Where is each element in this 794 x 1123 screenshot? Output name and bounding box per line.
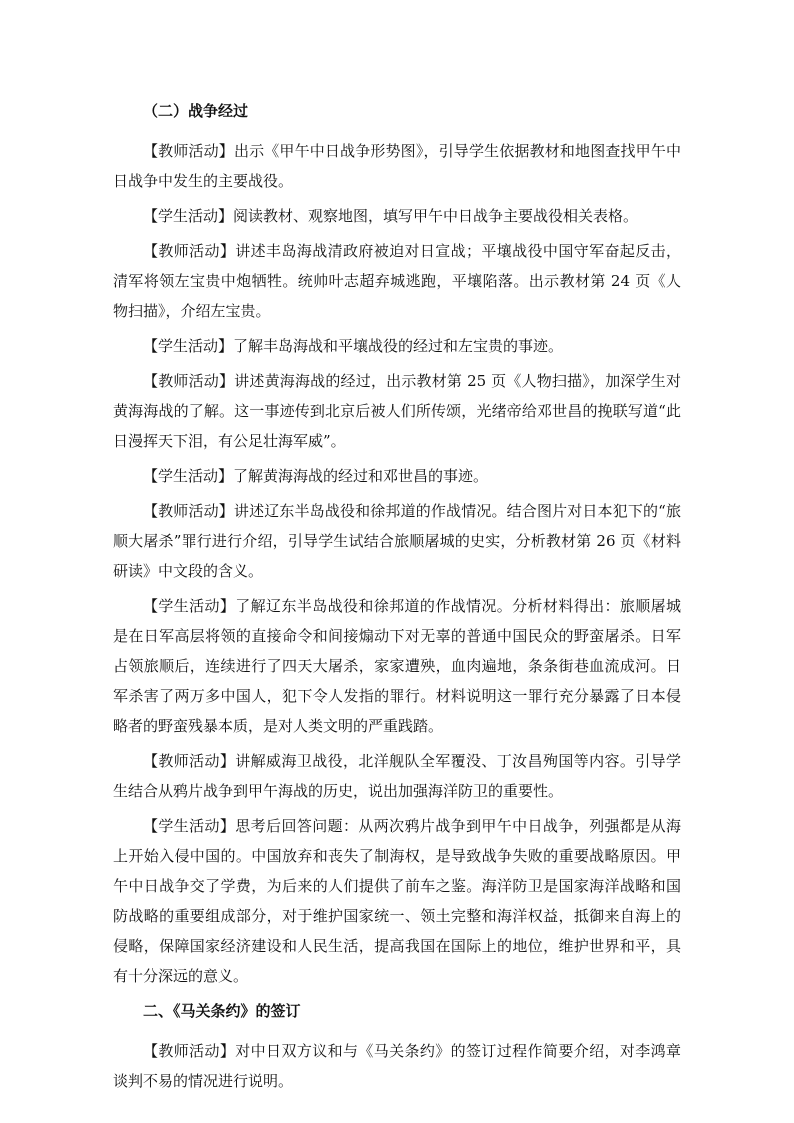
paragraph-student-activity-2: 【学生活动】了解丰岛海战和平壤战役的经过和左宝贵的事迹。	[143, 337, 564, 355]
paragraph-teacher-activity-1: 【教师活动】出示《甲午中日战争形势图》，引导学生依据教材和地图查找甲午中日战争中发生的主要战役。	[113, 142, 681, 190]
paragraph-teacher-activity-5: 【教师活动】讲解威海卫战役，北洋舰队全军覆没、丁汝昌殉国等内容。引导学生结合从鸦片战争到甲午海战的历史，说出加强海洋防卫的重要性。	[113, 752, 681, 800]
paragraph-student-activity-4: 【学生活动】了解辽东半岛战役和徐邦道的作战情况。分析材料得出：旅顺屠城是在日军高层将领的直接命令和间接煽动下对无辜的普通中国民众的野蛮屠杀。日军占领旅顺后，连续进行了四天大屠杀，家家遭殃，血肉遍地，条条街巷血流成河。日军杀害了两万多中国人，犯下令人发指的罪行。材料说明这一罪行充分暴露了日本侵略者的野蛮残暴本质，是对人类文明的严重践踏。	[113, 597, 681, 735]
paragraph-teacher-activity-3: 【教师活动】讲述黄海海战的经过，出示教材第 25 页《人物扫描》，加深学生对黄海海战的了解。这一事迹传到北京后被人们所传颂，光绪帝给邓世昌的挽联写道“此日漫挥天下泪，有公足壮海军威”。	[113, 372, 681, 450]
paragraph-teacher-activity-2: 【教师活动】讲述丰岛海战清政府被迫对日宣战；平壤战役中国守军奋起反击，清军将领左宝贵中炮牺牲。统帅叶志超弃城逃跑，平壤陷落。出示教材第 24 页《人物扫描》，介绍左宝贵。	[113, 242, 681, 320]
document-body	[113, 96, 681, 1101]
paragraph-student-activity-5: 【学生活动】思考后回答问题：从两次鸦片战争到甲午中日战争，列强都是从海上开始入侵中国的。中国放弃和丧失了制海权，是导致战争失败的重要战略原因。甲午中日战争交了学费，为后来的人们提供了前车之鉴。海洋防卫是国家海洋战略和国防战略的重要组成部分，对于维护国家统一、领土完整和海洋权益，抵御来自海上的侵略，保障国家经济建设和人民生活，提高我国在国际上的地位，维护世界和平，具有十分深远的意义。	[113, 817, 681, 985]
section-heading-war-course: （二）战争经过	[143, 102, 249, 120]
paragraph-student-activity-3: 【学生活动】了解黄海海战的经过和邓世昌的事迹。	[143, 467, 489, 485]
section-heading-treaty: 二、《马关条约》的签订	[143, 1002, 301, 1020]
paragraph-teacher-activity-6: 【教师活动】对中日双方议和与《马关条约》的签订过程作简要介绍，对李鸿章谈判不易的情况进行说明。	[113, 1042, 681, 1090]
paragraph-teacher-activity-4: 【教师活动】讲述辽东半岛战役和徐邦道的作战情况。结合图片对日本犯下的“旅顺大屠杀”罪行进行介绍，引导学生试结合旅顺屠城的史实，分析教材第 26 页《材料研读》中文段的含义。	[113, 502, 681, 580]
paragraph-student-activity-1: 【学生活动】阅读教材、观察地图，填写甲午中日战争主要战役相关表格。	[143, 207, 639, 225]
